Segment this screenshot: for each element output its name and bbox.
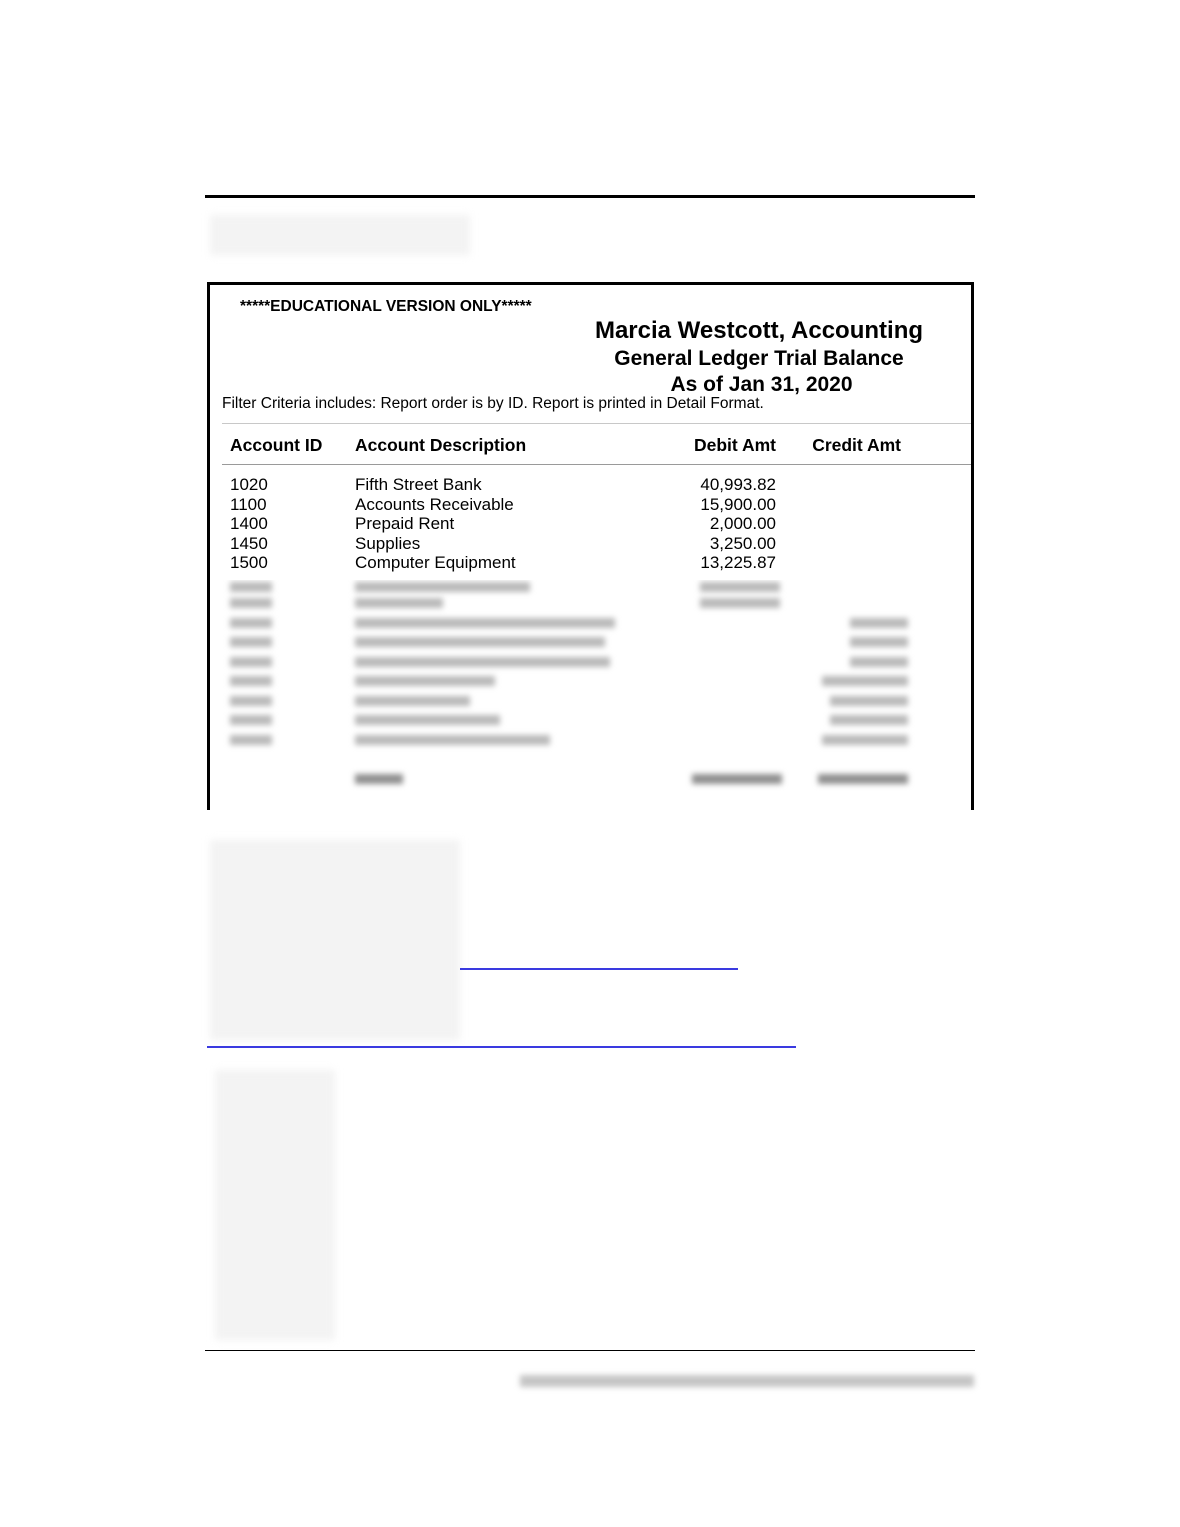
account-id: 1450 bbox=[230, 533, 268, 553]
account-description: Computer Equipment bbox=[355, 553, 516, 573]
table-row bbox=[210, 495, 971, 515]
hyperlink-underline[interactable] bbox=[460, 968, 738, 970]
account-description: Prepaid Rent bbox=[355, 514, 455, 534]
account-id: 1400 bbox=[230, 514, 268, 534]
table-row bbox=[210, 514, 971, 534]
blurred-text-ghost bbox=[210, 215, 470, 255]
company-name: Marcia Westcott, Accounting bbox=[594, 317, 924, 344]
header-rule bbox=[205, 195, 975, 198]
filter-criteria: Filter Criteria includes: Report order is by ID. Report is printed in Detail Format. bbox=[222, 395, 764, 412]
debit-amount: 40,993.82 bbox=[700, 475, 776, 494]
column-header-account-description: Account Description bbox=[355, 435, 527, 455]
report-title: General Ledger Trial Balance bbox=[614, 347, 904, 370]
debit-amount: 15,900.00 bbox=[700, 494, 776, 514]
report-header bbox=[569, 316, 949, 398]
blurred-text-ghost bbox=[215, 1070, 335, 1340]
table-row bbox=[210, 534, 971, 554]
account-description: Supplies bbox=[355, 533, 421, 553]
report-date: As of Jan 31, 2020 bbox=[670, 373, 853, 396]
blurred-text-ghost bbox=[210, 840, 460, 1040]
account-description: Accounts Receivable bbox=[355, 494, 514, 514]
account-id: 1020 bbox=[230, 475, 268, 494]
column-header-debit-amt: Debit Amt bbox=[694, 435, 776, 455]
column-header-credit-amt: Credit Amt bbox=[812, 435, 901, 455]
account-id: 1500 bbox=[230, 553, 268, 573]
account-rows bbox=[210, 475, 971, 573]
header-divider bbox=[222, 423, 971, 424]
column-header-divider bbox=[222, 464, 971, 465]
debit-amount: 3,250.00 bbox=[709, 533, 776, 553]
footer-rule bbox=[205, 1350, 975, 1351]
column-header-account-id: Account ID bbox=[230, 435, 323, 455]
blurred-footer-text bbox=[520, 1375, 974, 1387]
debit-amount: 2,000.00 bbox=[709, 514, 776, 534]
table-row bbox=[210, 475, 971, 495]
account-description: Fifth Street Bank bbox=[355, 475, 482, 494]
debit-amount: 13,225.87 bbox=[700, 553, 776, 573]
table-row bbox=[210, 553, 971, 573]
hyperlink-underline[interactable] bbox=[207, 1046, 796, 1048]
account-id: 1100 bbox=[230, 494, 267, 514]
trial-balance-report bbox=[207, 282, 974, 810]
educational-version-banner: *****EDUCATIONAL VERSION ONLY***** bbox=[240, 298, 532, 315]
blurred-rows bbox=[210, 580, 971, 810]
